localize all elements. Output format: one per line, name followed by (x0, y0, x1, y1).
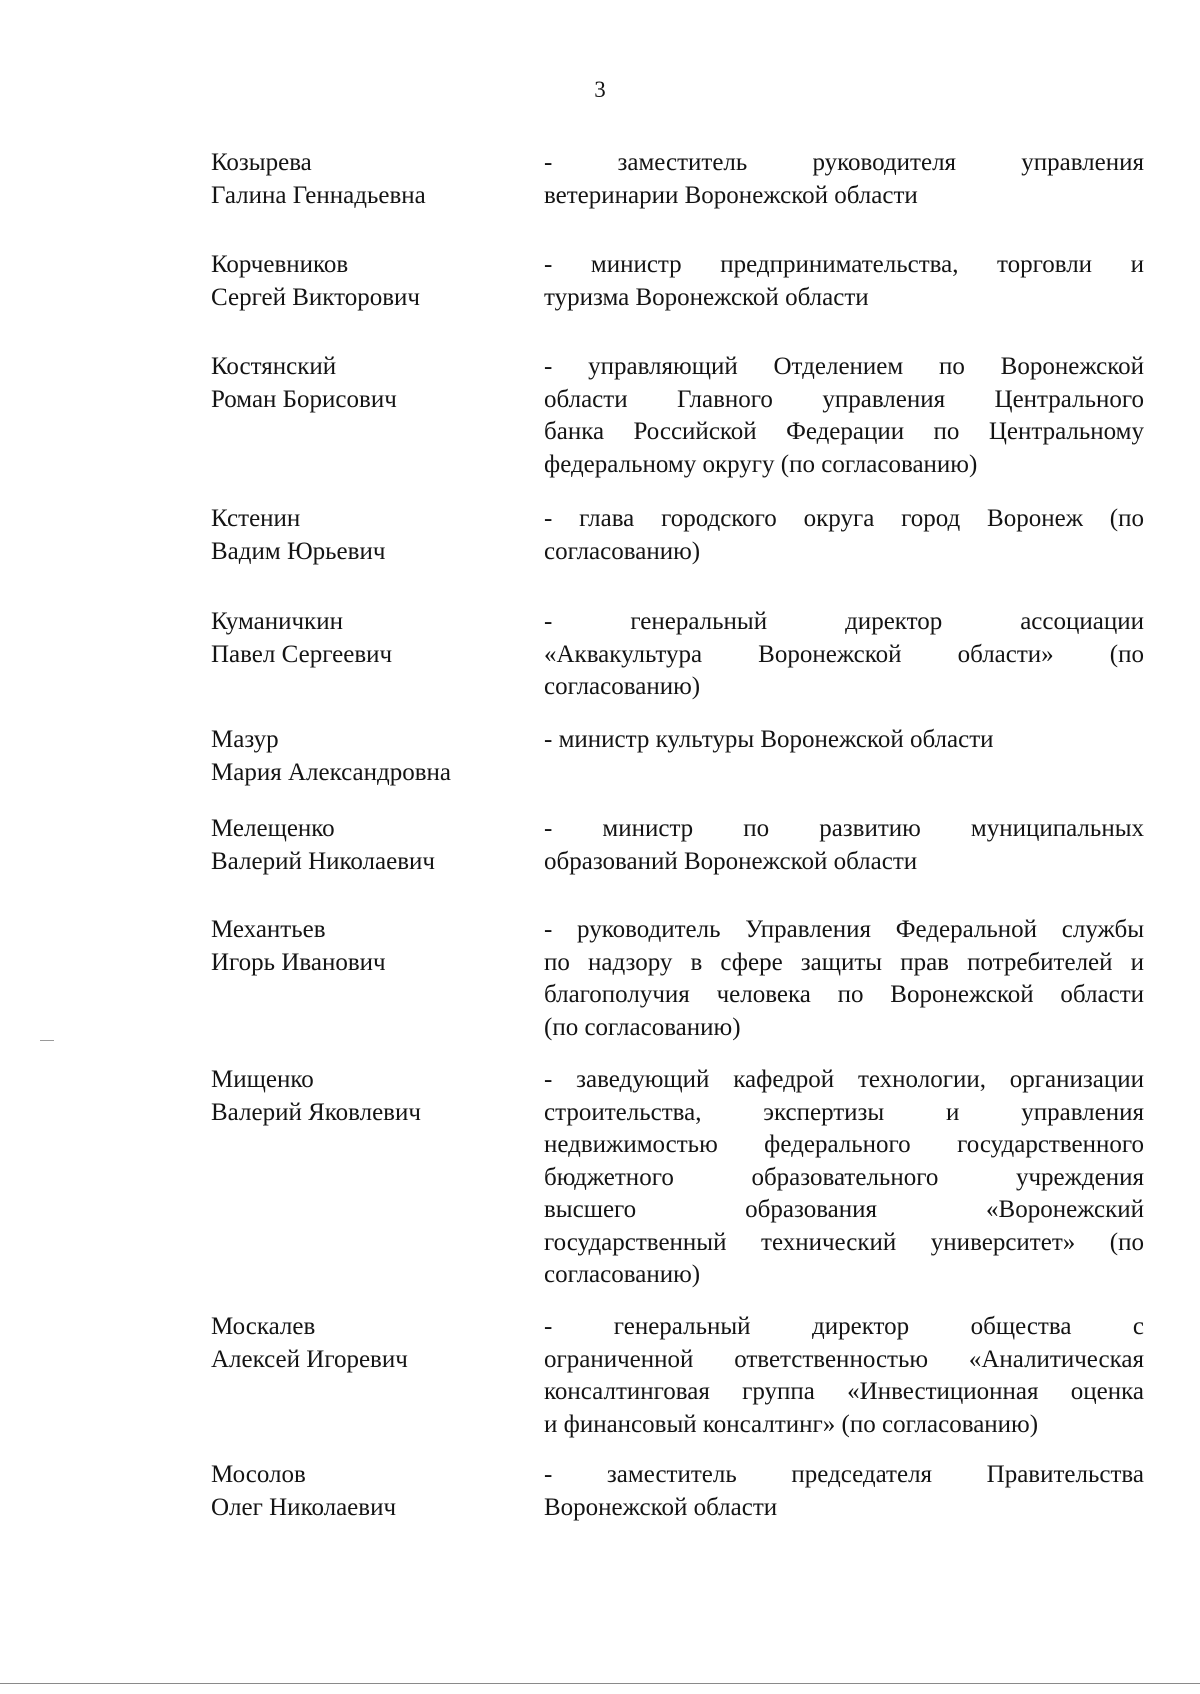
position-line: Воронежской области (544, 1493, 778, 1521)
member-surname: Мелещенко (211, 815, 335, 842)
member-surname: Куманичкин (211, 608, 343, 635)
member-name (211, 813, 501, 878)
position-line: - управляющий Отделением по Воронежской (544, 353, 1144, 380)
member-name (211, 606, 501, 671)
member-given-name: Алексей Игоревич (211, 1345, 408, 1373)
position-line: согласованию) (544, 1261, 701, 1288)
position-line: туризма Воронежской области (544, 283, 869, 311)
position-line: - заместитель председателя Правительства (544, 1461, 1144, 1488)
position-line: - заведующий кафедрой технологии, организации (544, 1066, 1144, 1093)
member-name (211, 1311, 501, 1376)
position-line: недвижимостью федерального государственного (544, 1131, 1144, 1158)
member-surname: Козырева (211, 149, 312, 176)
position-line: - министр по развитию муниципальных (544, 815, 1144, 842)
member-given-name: Галина Геннадьевна (211, 181, 426, 209)
member-given-name: Мария Александровна (211, 758, 451, 786)
position-line: ограниченной ответственностью «Аналитическая (544, 1345, 1144, 1373)
member-name (211, 724, 501, 789)
position-line: строительства, экспертизы и управления (544, 1098, 1144, 1126)
position-line: согласованию) (544, 673, 701, 700)
member-name (211, 503, 501, 568)
member-given-name: Валерий Николаевич (211, 847, 435, 875)
position-line: области Главного управления Центрального (544, 385, 1144, 413)
member-position (544, 914, 1144, 1044)
member-given-name: Роман Борисович (211, 385, 397, 413)
member-name (211, 1459, 501, 1524)
position-line: - заместитель руководителя управления (544, 149, 1144, 176)
member-position (544, 503, 1144, 568)
position-line: по надзору в сфере защиты прав потребителей и (544, 948, 1144, 976)
page-number: 3 (594, 77, 606, 102)
position-line: образований Воронежской области (544, 847, 918, 875)
position-line: государственный технический университет» (по (544, 1228, 1144, 1256)
member-surname: Мосолов (211, 1461, 306, 1488)
member-name (211, 914, 501, 979)
member-given-name: Вадим Юрьевич (211, 537, 386, 565)
position-line: консалтинговая группа «Инвестиционная оценка (544, 1378, 1144, 1405)
member-position (544, 147, 1144, 212)
position-line: - глава городского округа город Воронеж (по (544, 505, 1144, 532)
position-line: банка Российской Федерации по Центральному (544, 418, 1144, 445)
position-line: высшего образования «Воронежский (544, 1196, 1144, 1223)
member-given-name: Павел Сергеевич (211, 640, 393, 668)
position-line: бюджетного образовательного учреждения (544, 1163, 1144, 1191)
position-line: - руководитель Управления Федеральной службы (544, 916, 1144, 943)
member-surname: Мищенко (211, 1066, 314, 1093)
member-surname: Кстенин (211, 505, 301, 532)
member-position (544, 606, 1144, 704)
position-line: (по согласованию) (544, 1013, 741, 1041)
member-position (544, 351, 1144, 481)
member-position (544, 249, 1144, 314)
member-position (544, 1064, 1144, 1292)
member-name (211, 147, 501, 212)
member-given-name: Олег Николаевич (211, 1493, 397, 1521)
page-bottom-edge (0, 1683, 1200, 1684)
position-line: и финансовый консалтинг» (по согласованию) (544, 1410, 1039, 1438)
member-name (211, 351, 501, 416)
member-name (211, 1064, 501, 1129)
position-line: федеральному округу (по согласованию) (544, 450, 978, 478)
scan-edge-mark (40, 1040, 54, 1041)
member-given-name: Валерий Яковлевич (211, 1098, 421, 1126)
member-given-name: Игорь Иванович (211, 948, 386, 976)
position-line: «Аквакультура Воронежской области» (по (544, 640, 1144, 668)
member-given-name: Сергей Викторович (211, 283, 420, 311)
position-line: - министр культуры Воронежской области (544, 726, 994, 753)
position-line: - генеральный директор общества с (544, 1313, 1144, 1340)
member-position (544, 1459, 1144, 1524)
position-line: - министр предпринимательства, торговли и (544, 251, 1144, 278)
member-surname: Москалев (211, 1313, 316, 1340)
member-position (544, 1311, 1144, 1441)
member-surname: Механтьев (211, 916, 326, 943)
member-surname: Костянский (211, 353, 337, 380)
member-position (544, 813, 1144, 878)
member-name (211, 249, 501, 314)
position-line: согласованию) (544, 537, 701, 565)
member-surname: Корчевников (211, 251, 349, 278)
member-surname: Мазур (211, 726, 279, 753)
member-position (544, 724, 1144, 757)
position-line: - генеральный директор ассоциации (544, 608, 1144, 635)
position-line: благополучия человека по Воронежской области (544, 981, 1144, 1008)
position-line: ветеринарии Воронежской области (544, 181, 918, 209)
